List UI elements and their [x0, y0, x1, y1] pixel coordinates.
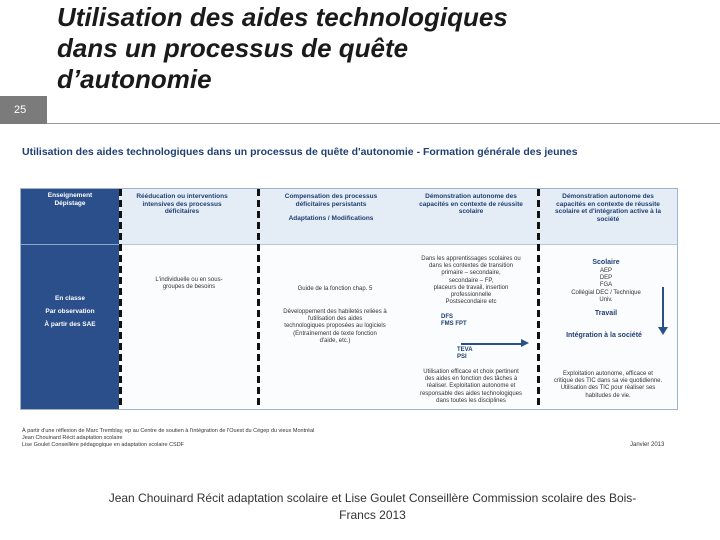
document-title: Utilisation des aides technologiques dans un processus de quête d'autonomie - Formation générale des jeunes: [22, 146, 578, 158]
cell-line: dans les contextes de transition: [428, 263, 514, 270]
header-line: déficitaires persistants: [295, 200, 367, 208]
column-header-2: [261, 193, 401, 208]
cell-line: Collégial DEC / Technique: [571, 289, 641, 296]
header-line: Démonstration autonome des: [425, 193, 517, 200]
header-line: scolaire: [458, 208, 484, 215]
cell-col1: [125, 277, 253, 291]
source-notes: [22, 428, 314, 449]
cell-col3-bottom: [405, 369, 537, 405]
cell-line: des aides en fonction des tâches à: [424, 376, 518, 383]
cell-col2: [265, 309, 405, 345]
slide-title: [57, 2, 657, 95]
note-line: À partir d'une réflexion de Marc Tremblay, ep au Centre de soutien à l'intégration de l'Ouest du Cégep du vieux Montréal: [22, 428, 315, 434]
left-column-divider: [21, 244, 119, 245]
column-header-2-sub: Adaptations / Modifications: [288, 215, 374, 222]
cell-line: Postsecondaire etc: [445, 299, 497, 306]
cell-line: Exploitation autonome, efficace et: [563, 371, 653, 377]
left-body-line: En classe: [55, 295, 85, 302]
dashed-divider: [257, 189, 260, 409]
arrow-down-head-icon: [658, 327, 668, 335]
cell-line: professionnelle: [450, 292, 492, 299]
cell-line: Utilisation efficace et choix pertinent: [423, 369, 519, 375]
cell-col3-mid-b: [457, 347, 487, 361]
title-divider: [47, 123, 720, 124]
cell-line: TEVA: [457, 347, 473, 353]
cell-line: Développement des habiletés reliées à: [283, 309, 387, 315]
column-header-1: [123, 193, 241, 216]
note-line: Jean Chouinard Récit adaptation scolaire: [22, 435, 123, 441]
cell-line: Dans les apprentissages scolaires ou: [421, 256, 521, 262]
cell-line: dans toutes les disciplines: [436, 397, 506, 404]
cell-line: AEP: [599, 268, 612, 274]
cell-col4-scolaire: Scolaire: [592, 259, 620, 266]
slide-title-line-1: Utilisation des aides technologiques: [57, 2, 508, 32]
cell-line: L'individuelle ou en sous-: [155, 277, 223, 283]
cell-line: FMS FPT: [441, 321, 467, 328]
date-note: Janvier 2013: [630, 442, 665, 448]
left-column: [21, 189, 119, 409]
slide-title-line-2: dans un processus de quête: [57, 33, 409, 63]
cell-line: secondaire – FP,: [448, 277, 494, 284]
header-line: déficitaires: [164, 208, 200, 215]
arrow-right-icon: [461, 343, 521, 345]
cell-line: critique des TIC dans sa vie quotidienne.: [553, 378, 663, 385]
cell-col4-bottom: [541, 371, 675, 400]
cell-line: DFS: [441, 314, 453, 320]
footer-credit: [60, 490, 685, 524]
header-line: société: [596, 215, 620, 223]
left-body-line: Par observation: [45, 308, 95, 315]
left-header-line: Dépistage: [54, 199, 86, 207]
cell-col4-list: [561, 268, 651, 304]
header-line: capacités en contexte de réussite: [556, 200, 660, 208]
header-line: intensives des processus: [142, 200, 222, 208]
cell-line: FGA: [599, 282, 613, 289]
cell-line: habitudes de vie.: [585, 392, 631, 399]
arrow-down-icon: [662, 287, 664, 327]
cell-line: placeurs de travail, insertion: [433, 284, 509, 291]
header-line: capacités en contexte de réussite: [419, 200, 523, 208]
arrow-right-head-icon: [521, 339, 529, 347]
left-column-body: [25, 294, 115, 333]
cell-line: Univ.: [599, 296, 613, 303]
left-header-line: Enseignement: [47, 192, 93, 199]
cell-line: primaire – secondaire,: [441, 270, 501, 277]
cell-line: l'utilisation des aides: [307, 316, 363, 323]
cell-line: réaliser. Exploitation autonome et: [426, 383, 516, 390]
cell-line: groupes de besoins: [162, 284, 216, 291]
cell-line: responsable des aides technologiques: [419, 390, 523, 397]
header-line: scolaire et d'intégration active à la: [555, 208, 661, 215]
cell-col4-integration: Intégration à la société: [566, 332, 642, 339]
left-body-line: À partir des SAE: [44, 321, 96, 328]
process-chart-image: [20, 188, 678, 410]
cell-line: PSI: [457, 354, 467, 361]
cell-line: Utilisation des TIC pour réaliser ses: [560, 385, 656, 392]
left-column-header: [25, 192, 115, 207]
slide-number: 25: [14, 104, 27, 116]
cell-col4-travail: Travail: [594, 310, 618, 317]
cell-col3-mid-a: [441, 314, 481, 328]
footer-line-2: Francs 2013: [339, 508, 406, 522]
column-header-3: [403, 193, 539, 216]
column-header-4: [541, 193, 675, 223]
cell-line: DEP: [599, 275, 613, 282]
cell-line: d'aide, etc.): [319, 337, 351, 344]
cell-line: technologiques proposées au logiciels: [284, 323, 386, 330]
slide-title-line-3: d’autonomie: [57, 64, 212, 94]
header-line: Démonstration autonome des: [562, 193, 654, 200]
header-line: Compensation des processus: [284, 193, 378, 200]
footer-line-1: Jean Chouinard Récit adaptation scolaire et Lise Goulet Conseillère Commission scolaire des Bois-: [108, 491, 637, 505]
cell-col3-top: [405, 256, 537, 306]
cell-guide: Guide de la fonction chap. 5: [297, 286, 373, 292]
cell-line: (Entraînement de texte fonction: [293, 330, 377, 337]
dashed-divider: [537, 189, 540, 409]
note-line: Lise Goulet Conseillère pédagogique en adaptation scolaire CSDF: [22, 442, 185, 448]
header-line: Rééducation ou interventions: [136, 193, 228, 200]
dashed-divider: [119, 189, 122, 409]
